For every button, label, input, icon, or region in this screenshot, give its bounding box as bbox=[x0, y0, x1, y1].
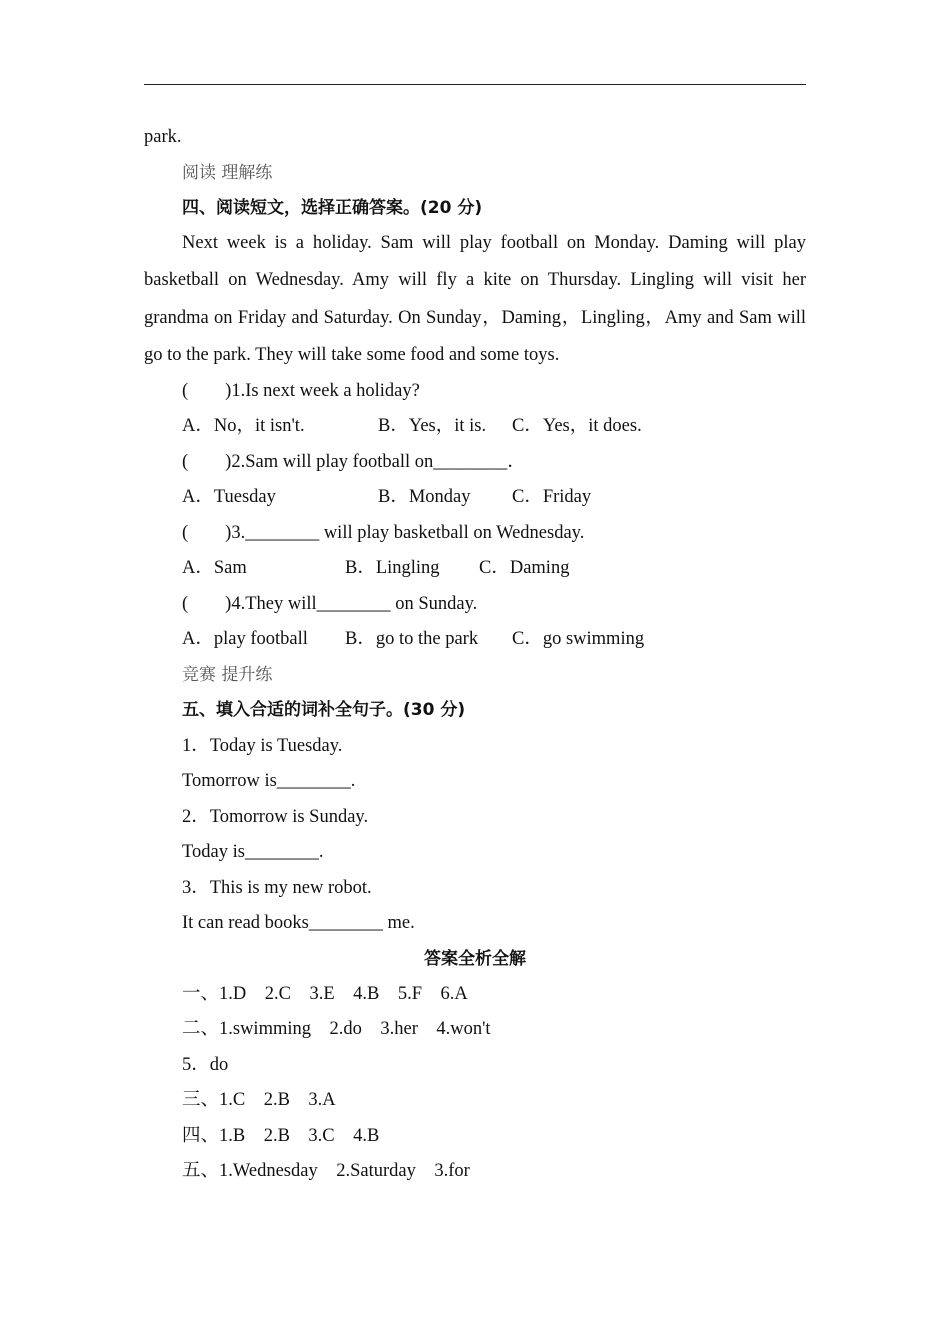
fill-item-3-blank: It can read books________ me. bbox=[182, 913, 415, 933]
passage-line-2: basketball on Wednesday. Amy will fly a kite on Thursday. Lingling will visit her bbox=[144, 270, 806, 290]
passage-line-3: grandma on Friday and Saturday. On Sunday，Daming，Lingling，Amy and Sam will bbox=[144, 308, 806, 328]
competition-section-heading: 五、填入合适的词补全句子。(30 分) bbox=[182, 700, 466, 720]
passage-line-1: Next week is a holiday. Sam will play football on Monday. Daming will play bbox=[182, 233, 806, 253]
question-2-stem: ( )2.Sam will play football on________． bbox=[182, 452, 526, 472]
header-rule bbox=[144, 84, 806, 85]
question-3-option-a: A．Sam bbox=[182, 558, 247, 578]
answer-line-1: 一、1.D 2.C 3.E 4.B 5.F 6.A bbox=[182, 984, 468, 1004]
question-3-stem: ( )3.________ will play basketball on Wednesday. bbox=[182, 523, 585, 543]
answers-title: 答案全析全解 bbox=[424, 949, 526, 969]
question-4-stem: ( )4.They will________ on Sunday. bbox=[182, 594, 478, 614]
answer-line-2: 二、1.swimming 2.do 3.her 4.won't bbox=[182, 1019, 491, 1039]
fill-item-1: 1．Today is Tuesday. bbox=[182, 736, 343, 756]
answer-line-4: 三、1.C 2.B 3.A bbox=[182, 1090, 336, 1110]
answer-line-5: 四、1.B 2.B 3.C 4.B bbox=[182, 1126, 380, 1146]
question-1-option-a: A．No，it isn't. bbox=[182, 416, 305, 436]
question-4-option-a: A．play football bbox=[182, 629, 308, 649]
competition-section-label: 竞赛 提升练 bbox=[182, 665, 273, 685]
question-1-stem: ( )1.Is next week a holiday? bbox=[182, 381, 420, 401]
answer-line-6: 五、1.Wednesday 2.Saturday 3.for bbox=[182, 1161, 470, 1181]
question-2-option-b: B．Monday bbox=[378, 487, 471, 507]
fill-item-2-blank: Today is________. bbox=[182, 842, 324, 862]
reading-section-heading: 四、阅读短文，选择正确答案。(20 分) bbox=[182, 198, 483, 218]
question-3-option-c: C．Daming bbox=[479, 558, 570, 578]
passage-line-4: go to the park. They will take some food and some toys. bbox=[144, 345, 560, 365]
fill-item-2: 2．Tomorrow is Sunday. bbox=[182, 807, 369, 827]
question-2-option-c: C．Friday bbox=[512, 487, 592, 507]
question-4-option-b: B．go to the park bbox=[345, 629, 479, 649]
reading-section-label: 阅读 理解练 bbox=[182, 163, 273, 183]
continuation-text: park. bbox=[144, 127, 182, 147]
question-4-option-c: C．go swimming bbox=[512, 629, 645, 649]
question-1-option-c: C．Yes，it does. bbox=[512, 416, 642, 436]
fill-item-3: 3．This is my new robot. bbox=[182, 878, 372, 898]
question-3-option-b: B．Lingling bbox=[345, 558, 440, 578]
fill-item-1-blank: Tomorrow is________. bbox=[182, 771, 356, 791]
question-2-option-a: A．Tuesday bbox=[182, 487, 276, 507]
question-1-option-b: B．Yes，it is. bbox=[378, 416, 487, 436]
answer-line-3: 5．do bbox=[182, 1055, 229, 1075]
